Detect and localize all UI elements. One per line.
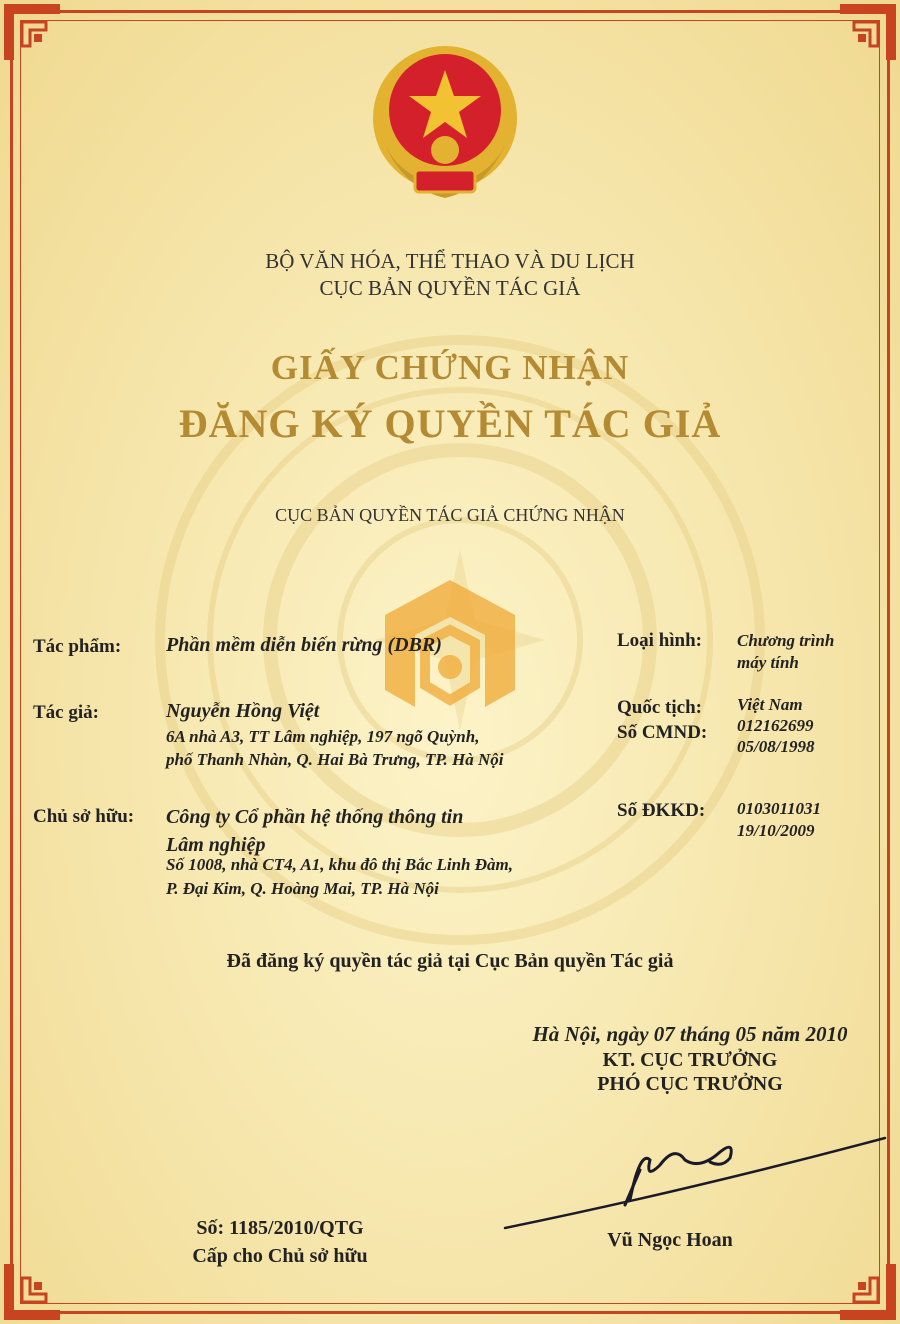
work-value: Phần mềm diễn biến rừng (DBR): [166, 634, 442, 656]
work-label: Tác phẩm:: [33, 636, 122, 657]
certifies-statement: CỤC BẢN QUYỀN TÁC GIẢ CHỨNG NHẬN: [275, 505, 625, 525]
registration-label: Số ĐKKD:: [617, 800, 706, 821]
owner-address: [166, 853, 513, 901]
registered-statement: Đã đăng ký quyền tác giả tại Cục Bản quyền Tác giả: [226, 950, 674, 972]
nationality-value: Việt Nam: [737, 695, 803, 714]
id-label: Số CMND:: [617, 722, 708, 743]
type-value-line2: máy tính: [737, 653, 799, 672]
corner-ornament-icon: [830, 1254, 900, 1324]
issuing-authority: [0, 248, 900, 302]
signatory-role1: KT. CỤC TRƯỞNG: [602, 1049, 778, 1071]
certificate-number: [120, 1214, 440, 1270]
type-value-line1: Chương trình: [737, 631, 835, 650]
certificate-title-line1: GIẤY CHỨNG NHẬN: [270, 348, 630, 387]
author-meta-labels: [617, 695, 707, 745]
owner-label: Chủ sở hữu:: [33, 806, 135, 827]
author-address-line1: 6A nhà A3, TT Lâm nghiệp, 197 ngõ Quỳnh,: [166, 727, 480, 746]
author-label: Tác giả:: [33, 702, 99, 723]
signatory-role2: PHÓ CỤC TRƯỞNG: [597, 1073, 783, 1095]
author-meta-values: [737, 694, 814, 757]
id-date: 05/08/1998: [737, 737, 815, 756]
signatory-title: [470, 1048, 900, 1096]
registration-values: [737, 798, 821, 842]
certificate-number-line1: Số: 1185/2010/QTG: [196, 1217, 364, 1239]
author-address-line2: phố Thanh Nhàn, Q. Hai Bà Trưng, TP. Hà Nội: [166, 750, 504, 769]
corner-ornament-icon: [0, 0, 70, 70]
registration-date: 19/10/2009: [737, 821, 815, 840]
signer-name: Vũ Ngọc Hoan: [607, 1229, 733, 1251]
author-address: [166, 725, 504, 771]
certificate-number-line2: Cấp cho Chủ sở hữu: [192, 1245, 368, 1267]
owner-name: [166, 803, 463, 859]
registration-number: 0103011031: [737, 799, 822, 818]
nationality-label: Quốc tịch:: [617, 697, 702, 718]
place-date: Hà Nội, ngày 07 tháng 05 năm 2010: [532, 1022, 848, 1046]
corner-ornament-icon: [830, 0, 900, 70]
ministry-name: BỘ VĂN HÓA, THỂ THAO VÀ DU LỊCH: [265, 249, 635, 273]
owner-address-line1: Số 1008, nhà CT4, A1, khu đô thị Bắc Linh Đàm,: [166, 855, 514, 874]
type-value: [737, 630, 834, 674]
id-value: 012162699: [737, 716, 814, 735]
national-emblem-icon: [360, 38, 530, 213]
owner-address-line2: P. Đại Kim, Q. Hoàng Mai, TP. Hà Nội: [166, 879, 439, 898]
department-name: CỤC BẢN QUYỀN TÁC GIẢ: [319, 276, 581, 300]
owner-name-line1: Công ty Cổ phần hệ thống thông tin: [166, 806, 464, 828]
type-label: Loại hình:: [617, 630, 703, 651]
certificate-title-line2: ĐĂNG KÝ QUYỀN TÁC GIẢ: [178, 401, 722, 446]
corner-ornament-icon: [0, 1254, 70, 1324]
owner-name-line2: Lâm nghiệp: [166, 834, 266, 856]
author-name: Nguyễn Hồng Việt: [166, 700, 320, 722]
